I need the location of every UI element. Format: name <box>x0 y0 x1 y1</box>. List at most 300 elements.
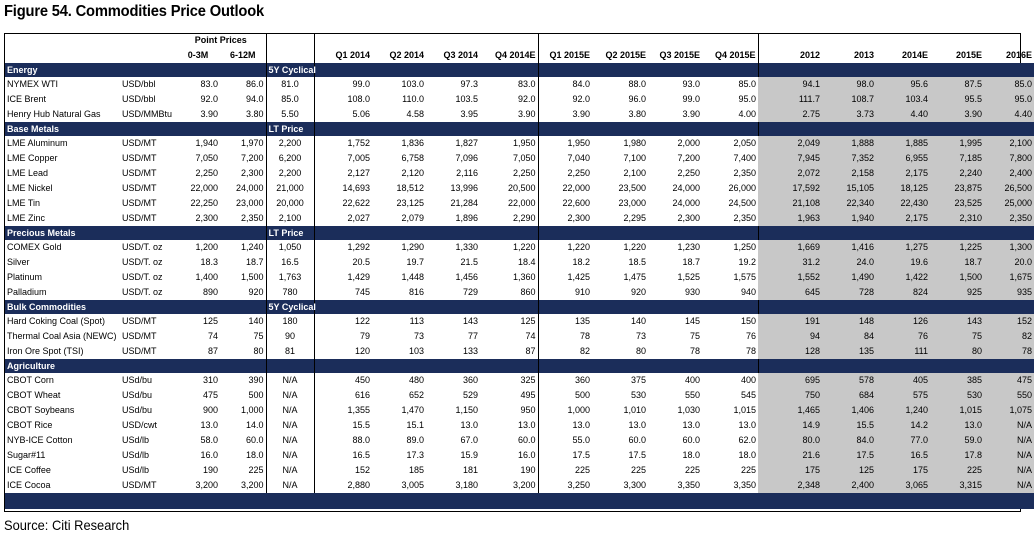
point-price-6-12m: 1,500 <box>240 272 264 282</box>
annual-forecast: 7,352 <box>822 151 876 166</box>
commodity-unit: USD/MT <box>122 331 157 341</box>
quarterly-forecast: 1,290 <box>401 242 424 252</box>
point-price-0-3m: 1,940 <box>195 138 218 148</box>
quarterly-forecast: 1,220 <box>512 242 536 252</box>
quarterly-forecast: 84.0 <box>538 77 592 92</box>
quarterly-forecast: 14,693 <box>314 181 372 196</box>
commodity-unit: USD/MT <box>122 168 157 178</box>
commodity-name: Thermal Coal Asia (NEWC) <box>7 331 117 341</box>
section-spacer-cell <box>372 226 426 240</box>
commodity-unit: USD/T. oz <box>122 287 163 297</box>
col-year: 2014E <box>901 50 928 60</box>
annual-forecast: 405 <box>876 373 930 388</box>
long-term-price: 5.50 <box>266 107 314 122</box>
quarterly-forecast: 77 <box>467 331 478 341</box>
annual-forecast: 1,406 <box>822 403 876 418</box>
quarterly-forecast: 400 <box>684 375 700 385</box>
annual-forecast: 1,995 <box>930 136 984 151</box>
annual-forecast: 575 <box>876 388 930 403</box>
commodity-name: Hard Coking Coal (Spot) <box>7 316 106 326</box>
commodity-name: Palladium <box>7 287 47 297</box>
annual-forecast: 1,669 <box>758 240 822 255</box>
commodity-name: LME Nickel <box>7 183 53 193</box>
commodity-name: Platinum <box>7 272 43 282</box>
point-price-6-12m: 390 <box>248 375 264 385</box>
quarterly-forecast: 2,350 <box>733 213 756 223</box>
quarterly-forecast: 2,290 <box>512 213 536 223</box>
quarterly-forecast: 82 <box>538 344 592 359</box>
quarterly-forecast: 5.06 <box>314 107 372 122</box>
annual-forecast: 84.0 <box>822 433 876 448</box>
long-term-price: 81 <box>266 344 314 359</box>
quarterly-forecast: 2,295 <box>623 213 646 223</box>
annual-forecast: 78 <box>984 344 1034 359</box>
commodity-name: NYB-ICE Cotton <box>7 435 73 445</box>
annual-forecast: 21.6 <box>758 448 822 463</box>
annual-forecast: 128 <box>758 344 822 359</box>
annual-forecast: 95.6 <box>876 77 930 92</box>
quarterly-forecast: 1,827 <box>455 138 478 148</box>
annual-forecast: 578 <box>822 373 876 388</box>
quarterly-forecast: 400 <box>740 375 756 385</box>
quarterly-forecast: 22,000 <box>507 198 536 208</box>
annual-forecast: 98.0 <box>822 77 876 92</box>
quarterly-forecast: 1,425 <box>538 270 592 285</box>
quarterly-forecast: 23,000 <box>618 198 646 208</box>
annual-forecast: 84 <box>822 329 876 344</box>
quarterly-forecast: 87 <box>525 346 536 356</box>
quarterly-forecast: 2,250 <box>538 166 592 181</box>
quarterly-forecast: 92.0 <box>538 92 592 107</box>
annual-forecast: 80 <box>930 344 984 359</box>
quarterly-forecast: 13.0 <box>738 420 756 430</box>
section-spacer-cell <box>984 226 1034 240</box>
section-spacer-cell <box>648 226 702 240</box>
long-term-price: 2,200 <box>266 136 314 151</box>
point-price-0-3m: 22,250 <box>190 198 218 208</box>
point-prices-header: Point Prices <box>194 35 247 45</box>
section-spacer-cell <box>876 63 930 77</box>
long-term-price: 1,763 <box>266 270 314 285</box>
quarterly-forecast: 21,284 <box>450 198 478 208</box>
annual-forecast: 126 <box>876 314 930 329</box>
section-spacer-cell <box>930 226 984 240</box>
quarterly-forecast: 3,350 <box>733 480 756 490</box>
section-spacer-cell <box>538 63 592 77</box>
section-spacer-cell <box>822 226 876 240</box>
quarterly-forecast: 816 <box>408 287 424 297</box>
annual-forecast: 87.5 <box>930 77 984 92</box>
table-row <box>5 478 1034 493</box>
annual-forecast: 1,075 <box>984 403 1034 418</box>
section-spacer-cell <box>592 226 648 240</box>
quarterly-forecast: 2,027 <box>314 211 372 226</box>
table-row <box>5 388 1034 403</box>
section-spacer-cell <box>426 226 480 240</box>
long-term-price: N/A <box>266 403 314 418</box>
annual-forecast: 175 <box>758 463 822 478</box>
quarterly-forecast: 22,600 <box>538 196 592 211</box>
annual-forecast: 77.0 <box>876 433 930 448</box>
annual-forecast: 475 <box>984 373 1034 388</box>
quarterly-forecast: 190 <box>520 465 536 475</box>
section-spacer-cell <box>372 122 426 136</box>
quarterly-forecast: 24,000 <box>672 183 700 193</box>
annual-forecast: 76 <box>876 329 930 344</box>
section-spacer-cell <box>702 63 758 77</box>
table-row <box>5 211 1034 226</box>
annual-forecast: 23,525 <box>930 196 984 211</box>
quarterly-forecast: 17.5 <box>628 450 646 460</box>
quarterly-forecast: 1,896 <box>455 213 478 223</box>
section-spacer-cell <box>930 300 984 314</box>
quarterly-forecast: 15.9 <box>460 450 478 460</box>
annual-forecast: 925 <box>930 285 984 300</box>
annual-forecast: 143 <box>930 314 984 329</box>
point-price-6-12m: 1,970 <box>240 138 264 148</box>
annual-forecast: 20.0 <box>984 255 1034 270</box>
annual-forecast: 6,955 <box>876 151 930 166</box>
section-spacer-cell <box>426 63 480 77</box>
point-price-0-3m: 13.0 <box>200 420 218 430</box>
annual-forecast: 18,125 <box>876 181 930 196</box>
annual-forecast: 4.40 <box>984 107 1034 122</box>
point-price-0-3m: 3.90 <box>200 109 218 119</box>
quarterly-forecast: 3.80 <box>628 109 646 119</box>
long-term-price: N/A <box>266 388 314 403</box>
annual-forecast: 645 <box>758 285 822 300</box>
point-price-0-3m: 310 <box>202 375 218 385</box>
section-name: Agriculture <box>5 359 266 373</box>
long-term-price: N/A <box>266 373 314 388</box>
quarterly-forecast: 18.0 <box>682 450 700 460</box>
section-spacer-cell <box>702 122 758 136</box>
section-spacer-cell <box>648 359 702 373</box>
table-row <box>5 418 1034 433</box>
quarterly-forecast: 1,292 <box>314 240 372 255</box>
annual-forecast: 94 <box>758 329 822 344</box>
quarterly-forecast: 2,079 <box>401 213 424 223</box>
section-spacer-cell <box>702 359 758 373</box>
table-row <box>5 463 1034 478</box>
commodity-name: COMEX Gold <box>7 242 62 252</box>
point-price-6-12m: 2,300 <box>240 168 264 178</box>
long-term-price: 20,000 <box>266 196 314 211</box>
col-year: 2012 <box>758 47 822 63</box>
annual-forecast: 1,490 <box>822 270 876 285</box>
point-price-0-3m: 16.0 <box>200 450 218 460</box>
section-spacer-cell <box>372 63 426 77</box>
long-term-price: N/A <box>266 418 314 433</box>
quarterly-forecast: 22,622 <box>314 196 372 211</box>
annual-forecast: 17.8 <box>930 448 984 463</box>
section-spacer-cell <box>314 226 372 240</box>
quarterly-forecast: 18.2 <box>538 255 592 270</box>
point-price-6-12m: 2,350 <box>240 213 264 223</box>
annual-forecast: 95.0 <box>984 92 1034 107</box>
table-row <box>5 373 1034 388</box>
quarterly-forecast: 13.0 <box>538 418 592 433</box>
quarterly-forecast: 3,005 <box>401 480 424 490</box>
quarterly-forecast: 110.0 <box>402 94 424 104</box>
quarterly-forecast: 529 <box>462 390 478 400</box>
section-spacer-cell <box>758 300 822 314</box>
annual-forecast: 7,185 <box>930 151 984 166</box>
section-spacer-cell <box>822 300 876 314</box>
quarterly-forecast: 225 <box>630 465 646 475</box>
section-spacer-cell <box>930 359 984 373</box>
point-price-6-12m: 3,200 <box>240 480 264 490</box>
annual-forecast: 15.5 <box>822 418 876 433</box>
quarterly-forecast: 26,000 <box>728 183 756 193</box>
table-row <box>5 151 1034 166</box>
commodity-name: LME Zinc <box>7 213 46 223</box>
quarterly-forecast: 13.0 <box>682 420 700 430</box>
section-spacer-cell <box>480 122 538 136</box>
table-row <box>5 329 1034 344</box>
table-row <box>5 181 1034 196</box>
commodity-unit: USd/lb <box>122 465 150 475</box>
point-price-0-3m: 1,400 <box>195 272 218 282</box>
annual-forecast: 2,175 <box>876 166 930 181</box>
commodity-unit: USD/MT <box>122 183 157 193</box>
quarterly-forecast: 181 <box>462 465 478 475</box>
section-spacer-cell <box>876 359 930 373</box>
quarterly-forecast: 92.0 <box>517 94 536 104</box>
point-price-0-3m: 2,250 <box>195 168 218 178</box>
quarterly-forecast: 6,758 <box>401 153 424 163</box>
quarterly-forecast: 1,010 <box>623 405 646 415</box>
annual-forecast: 111 <box>876 344 930 359</box>
quarterly-forecast: 1,429 <box>314 270 372 285</box>
annual-forecast: 684 <box>822 388 876 403</box>
quarterly-forecast: 19.2 <box>738 257 756 267</box>
annual-forecast: 21,108 <box>758 196 822 211</box>
annual-forecast: 530 <box>930 388 984 403</box>
annual-forecast: 385 <box>930 373 984 388</box>
section-spacer-cell <box>984 63 1034 77</box>
quarterly-forecast: 1,980 <box>623 138 646 148</box>
quarterly-forecast: 1,250 <box>733 242 756 252</box>
point-price-6-12m: 86.0 <box>245 79 264 89</box>
section-spacer-cell <box>592 122 648 136</box>
col-quarter: Q3 2015E <box>659 50 700 60</box>
quarterly-forecast: 1,015 <box>733 405 756 415</box>
quarterly-forecast: 495 <box>520 390 536 400</box>
quarterly-forecast: 1,950 <box>538 136 592 151</box>
section-lt-label <box>266 359 314 373</box>
section-spacer-cell <box>592 300 648 314</box>
annual-forecast: 2.75 <box>758 107 822 122</box>
quarterly-forecast: 930 <box>684 287 700 297</box>
annual-forecast: 2,240 <box>930 166 984 181</box>
quarterly-forecast: 24,500 <box>728 198 756 208</box>
quarterly-forecast: 18.0 <box>738 450 756 460</box>
quarterly-forecast: 97.3 <box>460 79 478 89</box>
commodity-name: LME Lead <box>7 168 49 178</box>
quarterly-forecast: 133 <box>462 346 478 356</box>
section-spacer-cell <box>984 300 1034 314</box>
quarterly-forecast: 3,350 <box>677 480 700 490</box>
point-price-0-3m: 18.3 <box>200 257 218 267</box>
col-quarter: Q1 2014 <box>314 47 372 63</box>
quarterly-forecast: 2,250 <box>677 168 700 178</box>
commodity-unit: USD/bbl <box>122 79 156 89</box>
commodity-name: CBOT Wheat <box>7 390 61 400</box>
annual-forecast: 103.4 <box>876 92 930 107</box>
section-spacer-cell <box>538 226 592 240</box>
quarterly-forecast: 55.0 <box>538 433 592 448</box>
annual-forecast: 1,422 <box>876 270 930 285</box>
annual-forecast: 1,416 <box>822 240 876 255</box>
quarterly-forecast: 729 <box>462 287 478 297</box>
long-term-price: 85.0 <box>266 92 314 107</box>
table-row <box>5 166 1034 181</box>
quarterly-forecast: 550 <box>684 390 700 400</box>
quarterly-forecast: 20.5 <box>314 255 372 270</box>
header-row-top <box>5 34 1034 47</box>
section-spacer-cell <box>314 300 372 314</box>
quarterly-forecast: 360 <box>462 375 478 385</box>
quarterly-forecast: 85.0 <box>738 79 756 89</box>
long-term-price: 21,000 <box>266 181 314 196</box>
quarterly-forecast: 2,100 <box>623 168 646 178</box>
section-spacer-cell <box>930 122 984 136</box>
commodity-name: ICE Coffee <box>7 465 51 475</box>
quarterly-forecast: 152 <box>314 463 372 478</box>
quarterly-forecast: 13.0 <box>628 420 646 430</box>
section-spacer-cell <box>372 359 426 373</box>
annual-forecast: 824 <box>876 285 930 300</box>
table-row <box>5 314 1034 329</box>
quarterly-forecast: 145 <box>684 316 700 326</box>
section-spacer-cell <box>984 122 1034 136</box>
annual-forecast: 22,340 <box>822 196 876 211</box>
annual-forecast: 15,105 <box>822 181 876 196</box>
quarterly-forecast: 3,200 <box>512 480 536 490</box>
section-spacer-cell <box>930 63 984 77</box>
quarterly-forecast: 60.0 <box>517 435 536 445</box>
long-term-price: 90 <box>266 329 314 344</box>
section-lt-label: LT Price <box>266 122 314 136</box>
section-spacer-cell <box>480 226 538 240</box>
annual-forecast: 1,888 <box>822 136 876 151</box>
long-term-price: N/A <box>266 448 314 463</box>
quarterly-forecast: 920 <box>630 287 646 297</box>
quarterly-forecast: 103.0 <box>401 79 424 89</box>
commodity-name: CBOT Rice <box>7 420 53 430</box>
annual-forecast: 1,963 <box>758 211 822 226</box>
point-price-6-12m: 23,000 <box>235 198 264 208</box>
quarterly-forecast: 1,220 <box>538 240 592 255</box>
section-spacer-cell <box>648 300 702 314</box>
point-price-0-3m: 83.0 <box>200 79 218 89</box>
quarterly-forecast: 7,096 <box>455 153 478 163</box>
quarterly-forecast: 1,475 <box>623 272 646 282</box>
quarterly-forecast: 140 <box>630 316 646 326</box>
annual-forecast: 13.0 <box>930 418 984 433</box>
section-header <box>5 300 1034 314</box>
annual-forecast: 14.2 <box>876 418 930 433</box>
quarterly-forecast: 17.5 <box>538 448 592 463</box>
section-spacer-cell <box>648 63 702 77</box>
annual-forecast: 2,400 <box>822 478 876 493</box>
quarterly-forecast: 1,000 <box>538 403 592 418</box>
annual-forecast: 695 <box>758 373 822 388</box>
annual-forecast: N/A <box>984 463 1034 478</box>
point-price-0-3m: 125 <box>202 316 218 326</box>
section-header <box>5 226 1034 240</box>
quarterly-forecast: 225 <box>538 463 592 478</box>
section-name: Base Metals <box>5 122 266 136</box>
table-row <box>5 344 1034 359</box>
long-term-price: 180 <box>266 314 314 329</box>
quarterly-forecast: 120 <box>314 344 372 359</box>
col-quarter: Q4 2015E <box>714 50 756 60</box>
annual-forecast: 728 <box>822 285 876 300</box>
quarterly-forecast: 7,050 <box>512 153 536 163</box>
quarterly-forecast: 74 <box>525 331 536 341</box>
long-term-price: 780 <box>266 285 314 300</box>
commodity-name: CBOT Corn <box>7 375 54 385</box>
table-row <box>5 196 1034 211</box>
col-quarter: Q2 2014 <box>389 50 424 60</box>
col-0-3m: 0-3M <box>187 50 209 60</box>
quarterly-forecast: 7,040 <box>538 151 592 166</box>
long-term-price: N/A <box>266 463 314 478</box>
annual-forecast: 1,300 <box>984 240 1034 255</box>
point-price-6-12m: 225 <box>248 465 264 475</box>
commodity-unit: USD/MT <box>122 213 157 223</box>
quarterly-forecast: 225 <box>740 465 756 475</box>
annual-forecast: 152 <box>984 314 1034 329</box>
annual-forecast: 175 <box>876 463 930 478</box>
commodity-name: Iron Ore Spot (TSI) <box>7 346 84 356</box>
quarterly-forecast: 93.0 <box>682 79 700 89</box>
commodity-name: NYMEX WTI <box>7 79 58 89</box>
section-spacer-cell <box>538 359 592 373</box>
commodity-unit: USD/T. oz <box>122 272 163 282</box>
point-price-0-3m: 22,000 <box>190 183 218 193</box>
point-price-0-3m: 475 <box>202 390 218 400</box>
section-spacer-cell <box>758 359 822 373</box>
quarterly-forecast: 652 <box>408 390 424 400</box>
point-price-0-3m: 2,300 <box>195 213 218 223</box>
quarterly-forecast: 185 <box>408 465 424 475</box>
quarterly-forecast: 3.90 <box>517 109 536 119</box>
annual-forecast: 7,945 <box>758 151 822 166</box>
quarterly-forecast: 1,360 <box>512 272 536 282</box>
annual-forecast: N/A <box>984 418 1034 433</box>
annual-forecast: 191 <box>758 314 822 329</box>
commodities-table <box>5 34 1034 509</box>
quarterly-forecast: 1,030 <box>677 405 700 415</box>
quarterly-forecast: 910 <box>538 285 592 300</box>
long-term-price: 16.5 <box>266 255 314 270</box>
section-spacer-cell <box>984 359 1034 373</box>
quarterly-forecast: 60.0 <box>628 435 646 445</box>
annual-forecast: 2,049 <box>758 136 822 151</box>
table-row <box>5 270 1034 285</box>
section-lt-label: LT Price <box>266 226 314 240</box>
commodity-unit: USD/MT <box>122 316 157 326</box>
annual-forecast: 1,552 <box>758 270 822 285</box>
annual-forecast: N/A <box>984 433 1034 448</box>
point-price-6-12m: 14.0 <box>245 420 264 430</box>
quarterly-forecast: 1,230 <box>677 242 700 252</box>
quarterly-forecast: 79 <box>314 329 372 344</box>
section-spacer-cell <box>758 122 822 136</box>
